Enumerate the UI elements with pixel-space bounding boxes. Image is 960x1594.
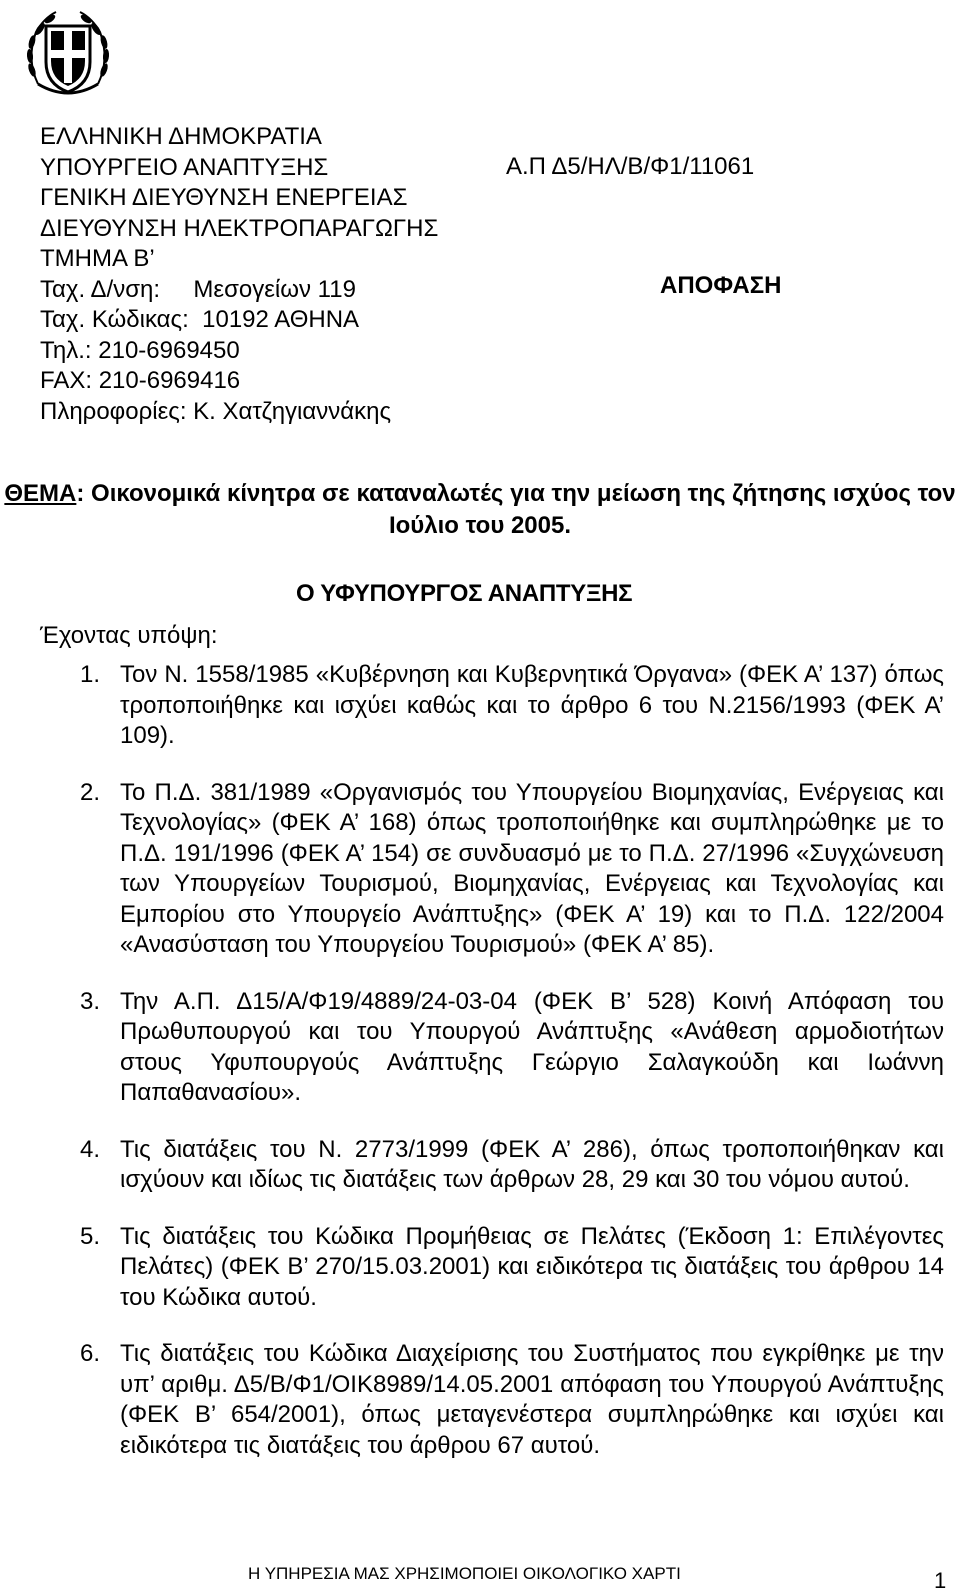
issuer-title: Ο ΥΦΥΠΟΥΡΓΟΣ ΑΝΑΠΤΥΞΗΣ — [296, 580, 633, 607]
header-line: ΕΛΛΗΝΙΚΗ ΔΗΜΟΚΡΑΤΙΑ — [40, 123, 322, 150]
subject — [0, 478, 960, 542]
item-text: Τις διατάξεις του Κώδικα Προμήθειας σε Πελάτες (Έκδοση 1: Επιλέγοντες Πελάτες) (ΦΕΚ Β’ 270/15.03.2001) και ειδικότερα τις διατάξεις του άρθρου 14 του Κώδικα αυτού. — [120, 1222, 944, 1311]
item-text: Το Π.Δ. 381/1989 «Οργανισμός του Υπουργείου Βιομηχανίας, Ενέργειας και Τεχνολογίας» (ΦΕΚ Α’ 168) όπως τροποποιήθηκε και συμπληρώθηκε με το Π.Δ. 191/1996 (ΦΕΚ Α’ 154) σε συνδυασμό με το Π.Δ. 27/1996 «Συγχώνευση των Υπουργείων Τουρισμού, Βιομηχανίας, Ενέργειας και Τεχνολογίας και Εμπορίου στο Υπουργείο Ανάπτυξης» (ΦΕΚ Α’ 19) και το Π.Δ. 122/2004 «Ανασύσταση του Υπουργείου Τουρισμού» (ΦΕΚ Α’ 85). — [120, 778, 944, 958]
list-item — [80, 1339, 944, 1461]
header-line: Τηλ.: 210-6969450 — [40, 336, 240, 364]
header-line: FAX: 210-6969416 — [40, 367, 241, 394]
item-number: 4. — [80, 1135, 101, 1163]
header-line: ΥΠΟΥΡΓΕΙΟ ΑΝΑΠΤΥΞΗΣ — [40, 153, 329, 181]
item-number: 3. — [80, 987, 101, 1015]
item-text: Τις διατάξεις του Κώδικα Διαχείρισης του Συστήματος που εγκρίθηκε με την υπ’ αριθμ. Δ5/Β/Φ1/ΟΙΚ8989/14.05.2001 απόφαση του Υπουργού Ανάπτυξης (ΦΕΚ Β’ 654/2001), όπως μεταγενέστερα συμπληρώθηκε και ισχύει και ειδικότερα τις διατάξεις του άρθρου 67 αυτού. — [120, 1340, 944, 1459]
list-item — [80, 778, 944, 961]
reference-number: Α.Π Δ5/ΗΛ/Β/Φ1/11061 — [506, 153, 755, 180]
header-line: Ταχ. Κώδικας: 10192 ΑΘΗΝΑ — [40, 306, 360, 333]
header-line: ΤΜΗΜΑ Β’ — [40, 245, 155, 272]
list-item — [80, 660, 944, 752]
item-text: Τις διατάξεις του Ν. 2773/1999 (ΦΕΚ Α’ 286), όπως τροποποιήθηκαν και ισχύουν και ιδίως τις διατάξεις των άρθρων 28, 29 και 30 του νόμου αυτού. — [120, 1135, 944, 1193]
item-text: Τον Ν. 1558/1985 «Κυβέρνηση και Κυβερνητικά Όργανα» (ΦΕΚ Α’ 137) όπως τροποποιήθηκε και ισχύει καθώς και το άρθρο 6 του Ν.2156/1993 (ΦΕΚ Α’ 109). — [120, 661, 944, 749]
item-number: 6. — [80, 1340, 101, 1367]
header-line: Ταχ. Δ/νση: Μεσογείων 119 — [40, 275, 356, 303]
item-number: 2. — [80, 778, 101, 806]
issuer-block — [40, 122, 438, 427]
list-item — [80, 987, 944, 1109]
header-line: ΓΕΝΙΚΗ ΔΙΕΥΘΥΝΣΗ ΕΝΕΡΓΕΙΑΣ — [40, 184, 408, 211]
subject-text: : Οικονομικά κίνητρα σε καταναλωτές για την μείωση της ζήτησης ισχύος τον Ιούλιο του 2005. — [76, 480, 956, 539]
footer-note: Η ΥΠΗΡΕΣΙΑ ΜΑΣ ΧΡΗΣΙΜΟΠΟΙΕΙ ΟΙΚΟΛΟΓΙΚΟ ΧΑΡΤΙ — [248, 1564, 681, 1583]
header-line: Πληροφορίες: Κ. Χατζηγιαννάκης — [40, 397, 392, 425]
subject-label: ΘΕΜΑ — [4, 480, 77, 507]
hellenic-republic-emblem-icon — [18, 4, 118, 104]
document-type-title: ΑΠΟΦΑΣΗ — [660, 272, 782, 299]
considerations-list — [80, 660, 944, 1487]
item-text: Την Α.Π. Δ15/Α/Φ19/4889/24-03-04 (ΦΕΚ Β’ 528) Κοινή Απόφαση του Πρωθυπουργού και του Υπουργού Ανάπτυξης «Ανάθεση αρμοδιοτήτων στους Υφυπουργούς Ανάπτυξης Γεώργιο Σαλαγκούδη και Ιωάννη Παπαθανασίου». — [120, 987, 944, 1106]
having-regard-label: Έχοντας υπόψη: — [40, 622, 218, 649]
item-number: 5. — [80, 1222, 101, 1250]
header-line: ΔΙΕΥΘΥΝΣΗ ΗΛΕΚΤΡΟΠΑΡΑΓΩΓΗΣ — [40, 214, 439, 242]
page-number: 1 — [934, 1568, 947, 1593]
list-item — [80, 1135, 944, 1196]
list-item — [80, 1222, 944, 1314]
item-number: 1. — [80, 661, 101, 688]
